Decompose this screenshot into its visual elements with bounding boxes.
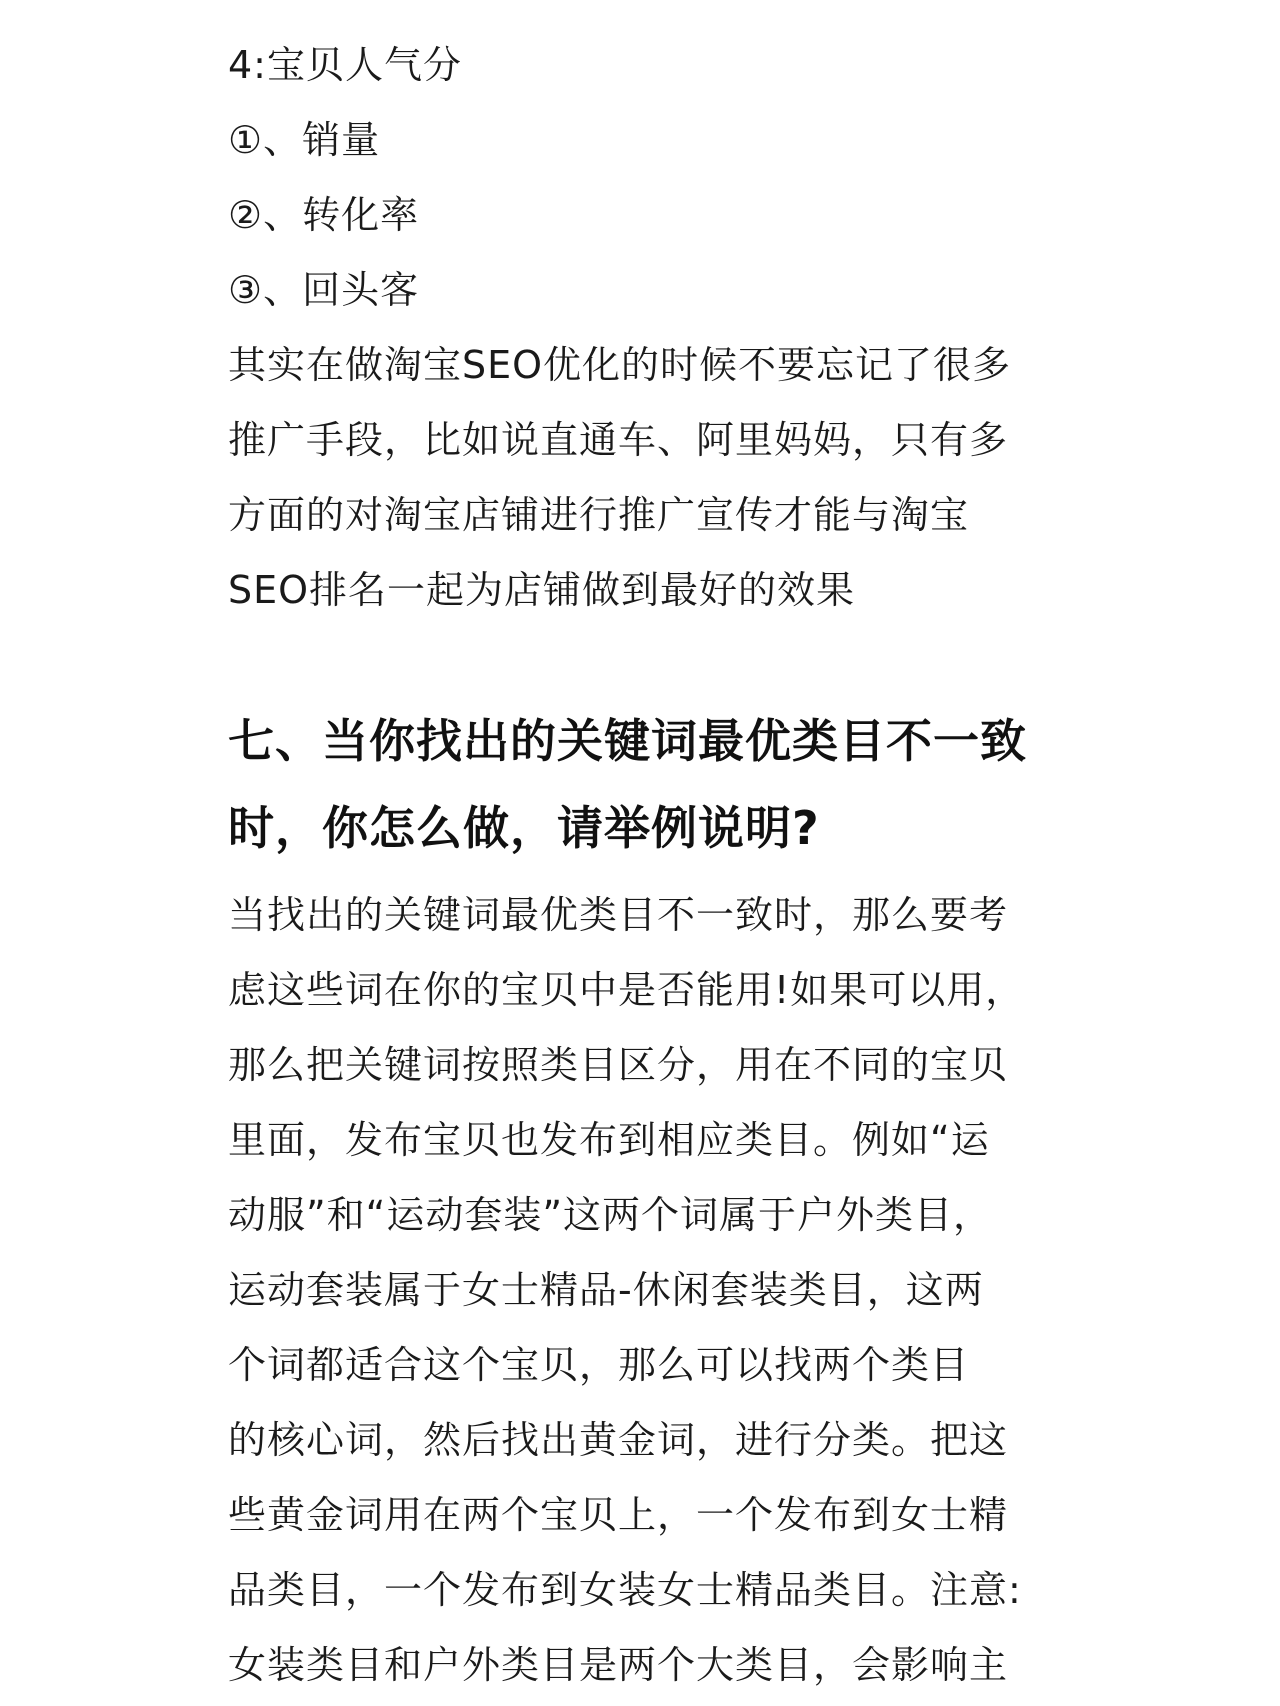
list-title: 4:宝贝人气分: [228, 43, 462, 87]
paragraph-line: 那么把关键词按照类目区分，用在不同的宝贝: [228, 1043, 1009, 1087]
paragraph-line: 里面，发布宝贝也发布到相应类目。例如“运: [228, 1118, 990, 1162]
paragraph-line: 运动套装属于女士精品-休闲套装类目，这两: [228, 1268, 984, 1312]
paragraph-line: 女装类目和户外类目是两个大类目，会影响主: [228, 1643, 1009, 1687]
paragraph-line: 当找出的关键词最优类目不一致时，那么要考: [228, 893, 1009, 937]
paragraph-line: 推广手段，比如说直通车、阿里妈妈，只有多: [228, 418, 1009, 462]
paragraph-line: 方面的对淘宝店铺进行推广宣传才能与淘宝: [228, 493, 970, 537]
section-heading-line: 时，你怎么做，请举例说明?: [228, 801, 820, 855]
paragraph-line: 其实在做淘宝SEO优化的时候不要忘记了很多: [228, 343, 1012, 387]
list-item-conversion-rate: ②、转化率: [228, 193, 420, 237]
paragraph-line: 动服”和“运动套装”这两个词属于户外类目，: [228, 1193, 993, 1237]
paragraph-line: 虑这些词在你的宝贝中是否能用!如果可以用，: [228, 968, 1025, 1012]
section-heading-line: 七、当你找出的关键词最优类目不一致: [228, 714, 1027, 768]
paragraph-line: SEO排名一起为店铺做到最好的效果: [228, 568, 856, 612]
paragraph-line: 个词都适合这个宝贝，那么可以找两个类目: [228, 1343, 970, 1387]
paragraph-line: 品类目，一个发布到女装女士精品类目。注意:: [228, 1568, 1022, 1612]
list-item-repeat-customers: ③、回头客: [228, 268, 420, 312]
paragraph-line: 些黄金词用在两个宝贝上，一个发布到女士精: [228, 1493, 1009, 1537]
paragraph-line: 的核心词，然后找出黄金词，进行分类。把这: [228, 1418, 1009, 1462]
list-item-sales: ①、销量: [228, 118, 381, 162]
